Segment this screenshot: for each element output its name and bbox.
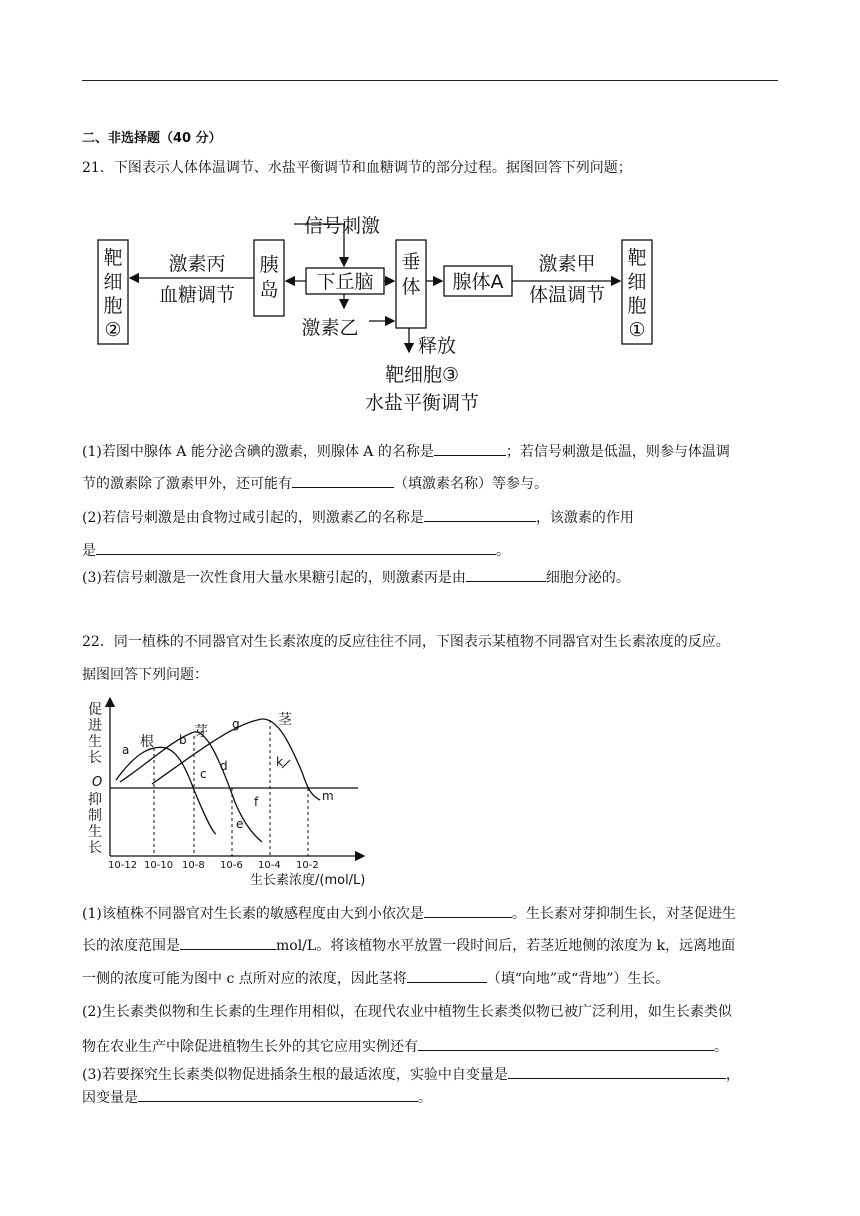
answer-blank[interactable] <box>466 567 546 582</box>
target-cell-2-char-3: 胞 <box>103 295 123 317</box>
point-label-b: b <box>179 733 187 747</box>
point-label-g: g <box>232 717 240 731</box>
q22-part1-line2: 长的浓度范围是 mol/L。将该植物水平放置一段时间后，若茎近地侧的浓度为 k，远离地面 <box>82 935 735 955</box>
pituitary-char-1: 垂 <box>401 251 421 273</box>
target-cell-3-label: 靶细胞③ <box>384 364 460 386</box>
y-label-inhibit-1: 抑 <box>88 792 102 808</box>
blood-sugar-label: 血糖调节 <box>158 284 236 306</box>
y-label-promote-2: 进 <box>88 718 102 734</box>
answer-blank[interactable] <box>434 441 506 456</box>
auxin-response-chart <box>82 692 382 892</box>
q22-part1-line1: (1)该植株不同器官对生长素的敏感程度由大到小依次是 。生长素对芽抑制生长，对茎促进生 <box>82 903 736 923</box>
point-label-f: f <box>254 795 259 809</box>
answer-blank[interactable] <box>180 935 276 950</box>
target-cell-1-char-4: ① <box>628 319 646 341</box>
pancreas-char-1: 胰 <box>259 254 279 276</box>
x-tick-label: 10-2 <box>296 860 319 871</box>
q21-part1-line1: (1)若图中腺体 A 能分泌含碘的激素，则腺体 A 的名称是 ；若信号刺激是低温，则参与体温调 <box>82 441 730 461</box>
q21-stem: 21．下图表示人体体温调节、水盐平衡调节和血糖调节的部分过程。据图回答下列问题； <box>82 160 632 176</box>
y-label-inhibit-3: 生 <box>88 824 102 840</box>
origin-label: O <box>92 775 103 790</box>
hypothalamus-label: 下丘脑 <box>316 271 374 293</box>
x-tick-label: 10-8 <box>182 860 205 871</box>
x-tick-label: 10-4 <box>258 860 281 871</box>
answer-blank[interactable] <box>292 473 394 488</box>
target-cell-1-char-1: 靶 <box>627 247 647 269</box>
q21-part2-line1: (2)若信号刺激是由食物过咸引起的，则激素乙的名称是 ，该激素的作用 <box>82 507 634 527</box>
pancreatic-islet-box <box>254 240 284 316</box>
pituitary-char-2: 体 <box>401 276 421 298</box>
section-title: 二、非选择题（40 分） <box>82 131 222 146</box>
y-label-promote-4: 长 <box>88 750 102 766</box>
answer-blank[interactable] <box>418 1036 714 1051</box>
curve-label-root: 根 <box>140 734 154 750</box>
q22-part3-line2: 因变量是 。 <box>82 1087 432 1107</box>
water-salt-regulation-label: 水盐平衡调节 <box>364 392 480 414</box>
q22-stem-line2: 据图回答下列问题： <box>82 667 208 683</box>
hormone-b-label: 激素乙 <box>301 317 359 339</box>
point-label-m: m <box>322 789 334 803</box>
y-label-promote-3: 生 <box>88 734 102 750</box>
release-label: 释放 <box>418 335 457 357</box>
y-label-inhibit-4: 长 <box>88 840 102 856</box>
q21-regulation-diagram <box>82 200 682 425</box>
y-label-promote-1: 促 <box>88 702 102 718</box>
answer-blank[interactable] <box>96 540 496 555</box>
temperature-regulation-label: 体温调节 <box>528 284 606 306</box>
q22-part2-line1: (2)生长素类似物和生长素的生理作用相似，在现代农业中植物生长素类似物已被广泛利用，如生长素类似 <box>82 1004 732 1020</box>
stem-tail <box>282 760 290 768</box>
gland-a-label: 腺体A <box>452 271 504 293</box>
target-cell-2-char-2: 细 <box>103 271 123 293</box>
x-axis-label: 生长素浓度/(mol/L) <box>250 873 366 888</box>
answer-blank[interactable] <box>424 903 512 918</box>
target-cell-1-char-3: 胞 <box>627 295 647 317</box>
point-label-a: a <box>122 743 130 757</box>
point-label-k: k <box>276 755 283 769</box>
root-curve <box>116 747 216 834</box>
hormone-c-label: 激素丙 <box>168 253 226 275</box>
answer-blank[interactable] <box>424 507 536 522</box>
point-label-e: e <box>236 817 244 831</box>
answer-blank[interactable] <box>407 968 487 983</box>
signal-stimulus-label: 信号刺激 <box>303 215 381 237</box>
answer-blank[interactable] <box>508 1064 726 1079</box>
q21-part3: (3)若信号刺激是一次性食用大量水果糖引起的，则激素丙是由 细胞分泌的。 <box>82 567 630 587</box>
answer-blank[interactable] <box>138 1087 418 1102</box>
q22-part3-line1: (3)若要探究生长素类似物促进插条生根的最适浓度，实验中自变量是 ， <box>82 1064 740 1084</box>
q22-part2-line2: 物在农业生产中除促进植物生长外的其它应用实例还有 。 <box>82 1036 728 1056</box>
x-tick-label: 10-12 <box>108 860 138 871</box>
curve-label-stem: 茎 <box>278 712 292 728</box>
x-tick-label: 10-6 <box>220 860 243 871</box>
point-label-d: d <box>220 759 228 773</box>
q22-part1-line3: 一侧的浓度可能为图中 c 点所对应的浓度，因此茎将 （填“向地”或“背地”）生长。 <box>82 968 669 988</box>
curve-label-bud: 芽 <box>194 724 208 740</box>
pancreas-char-2: 岛 <box>259 279 279 301</box>
x-tick-label: 10-10 <box>144 860 174 871</box>
header-rule <box>82 80 778 81</box>
target-cell-2-char-1: 靶 <box>103 247 123 269</box>
hormone-a-label: 激素甲 <box>538 253 596 275</box>
point-label-c: c <box>200 767 207 781</box>
q22-stem-line1: 22．同一植株的不同器官对生长素浓度的反应往往不同，下图表示某植物不同器官对生长素浓度的反应。 <box>82 634 730 650</box>
target-cell-2-char-4: ② <box>104 319 122 341</box>
target-cell-1-char-2: 细 <box>627 271 647 293</box>
y-label-inhibit-2: 制 <box>88 808 102 824</box>
q21-part2-line2: 是 。 <box>82 540 510 560</box>
q21-part1-line2: 节的激素除了激素甲外，还可能有 （填激素名称）等参与。 <box>82 473 548 493</box>
